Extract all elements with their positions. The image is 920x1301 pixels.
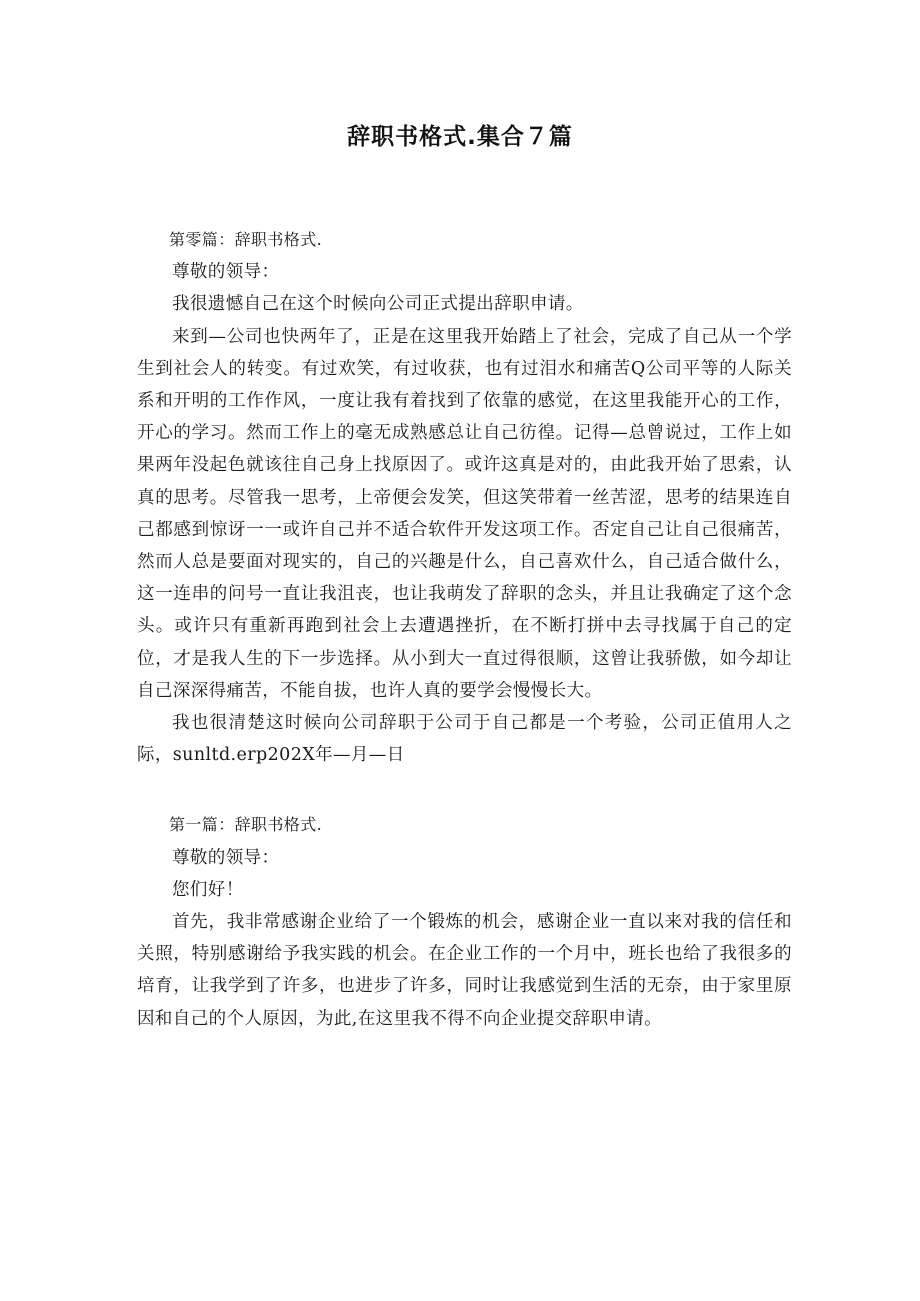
section-0-paragraph-3: 我也很清楚这时候向公司辞职于公司于自己都是一个考验，公司正值用人之际，sunltd.erp202X年—月—日 — [137, 713, 792, 766]
document-body — [137, 224, 792, 1035]
section-1-salutation: 尊敬的领导： — [172, 847, 280, 868]
section-0-heading: 第零篇：辞职书格式. — [169, 230, 323, 249]
section-0-salutation: 尊敬的领导： — [172, 262, 280, 283]
document-title: 辞职书格式.集合７篇 — [347, 124, 573, 150]
section-1-paragraph-1: 首先，我非常感谢企业给了一个锻炼的机会，感谢企业一直以来对我的信任和关照，特别感谢给予我实践的机会。在企业工作的一个月中，班长也给了我很多的培育，让我学到了许多，也进步了许多，同时让我感觉到生活的无奈，由于家里原因和自己的个人原因，为此,在这里我不得不向企业提交辞职申请。 — [137, 912, 792, 1029]
section-0-paragraph-1: 我很遗憾自己在这个时候向公司正式提出辞职申请。 — [172, 294, 584, 315]
section-0-paragraph-2: 来到—公司也快两年了，正是在这里我开始踏上了社会，完成了自己从一个学生到社会人的转变。有过欢笑，有过收获，也有过泪水和痛苦Q公司平等的人际关系和开明的工作作风，一度让我有着找到了依靠的感觉，在这里我能开心的工作，开心的学习。然而工作上的毫无成熟感总让自己彷徨。记得—总曾说过，工作上如果两年没起色就该往自己身上找原因了。或许这真是对的，由此我开始了思索，认真的思考。尽管我一思考，上帝便会发笑，但这笑带着一丝苦涩，思考的结果连自己都感到惊讶一一或许自己并不适合软件开发这项工作。否定自己让自己很痛苦，然而人总是要面对现实的，自己的兴趣是什么，自己喜欢什么，自己适合做什么，这一连串的问号一直让我沮丧，也让我萌发了辞职的念头，并且让我确定了这个念头。或许只有重新再跑到社会上去遭遇挫折，在不断打拼中去寻找属于自己的定位，才是我人生的下一步选择。从小到大一直过得很顺，这曾让我骄傲，如今却让自己深深得痛苦，不能自拔，也许人真的要学会慢慢长大。 — [137, 326, 792, 701]
section-1-greeting: 您们好！ — [172, 879, 244, 900]
section-1-heading: 第一篇：辞职书格式. — [169, 815, 323, 835]
section-divider — [137, 771, 792, 809]
